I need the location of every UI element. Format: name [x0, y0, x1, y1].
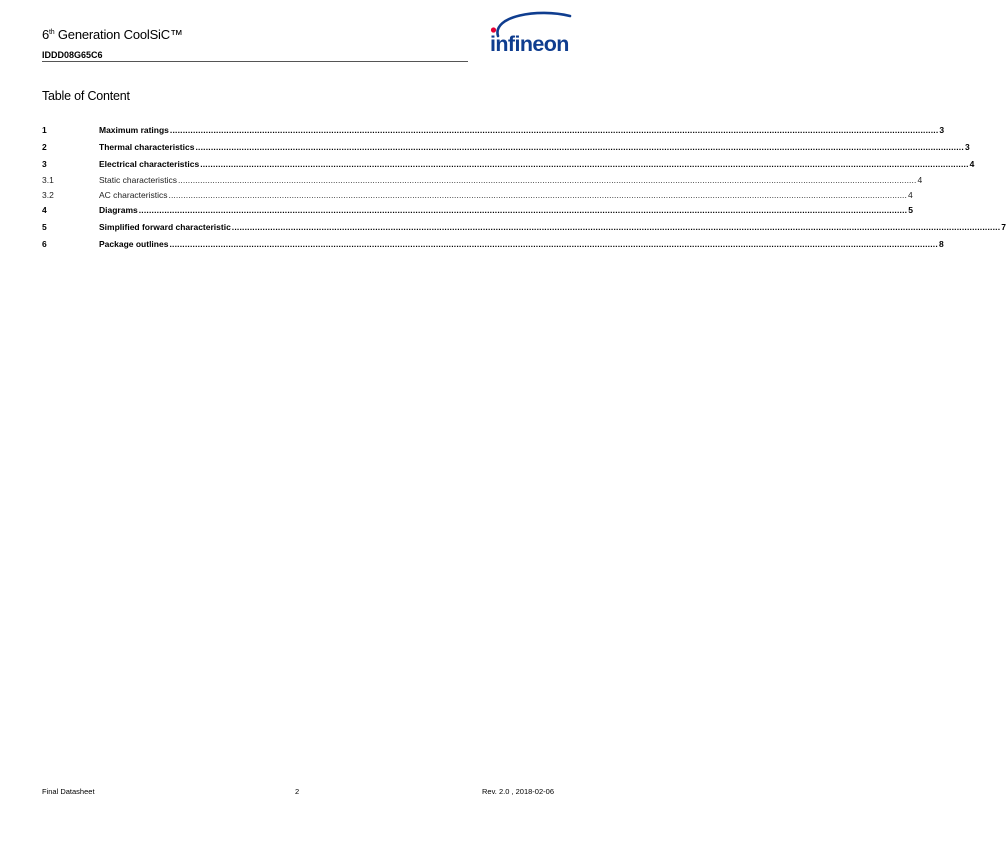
footer-revision: Rev. 2.0 , 2018-02-06	[482, 787, 554, 796]
toc-dot-leader: ............................................................................................................................................................................................................................................................................................................	[169, 238, 938, 249]
toc-entry-page[interactable]: 3	[964, 141, 970, 152]
toc-entry[interactable]	[42, 158, 975, 176]
toc-heading: Table of Content	[42, 89, 130, 103]
toc-entry-title[interactable]: Simplified forward characteristic	[99, 221, 231, 232]
toc-dot-leader: ............................................................................................................................................................................................................................................................................................................	[195, 141, 964, 152]
footer-page-number: 2	[295, 787, 300, 796]
toc-entry-title[interactable]: Package outlines	[99, 238, 169, 249]
toc-entry[interactable]	[42, 125, 945, 142]
document-title: 6th Generation CoolSiC™	[42, 27, 183, 42]
toc-entry-number: 3.2	[42, 190, 54, 201]
toc-dot-leader: ............................................................................................................................................................................................................................................................................................................	[200, 158, 969, 169]
part-number: IDDD08G65C6	[42, 50, 103, 60]
toc-entry-title[interactable]: Maximum ratings	[99, 125, 169, 135]
toc-entry-page[interactable]: 7	[1001, 221, 1006, 232]
toc-entry-number: 4	[42, 204, 47, 215]
infineon-logo	[476, 10, 586, 62]
toc-dot-leader: ............................................................................................................................................................................................................................................................................................................	[177, 175, 917, 186]
toc-entry-page[interactable]: 4	[969, 158, 975, 169]
toc-entry-title[interactable]: Diagrams	[99, 204, 138, 215]
toc-entry-number: 5	[42, 221, 47, 232]
toc-entry[interactable]	[42, 190, 913, 205]
footer-doc-type: Final Datasheet	[42, 787, 95, 796]
toc-dot-leader: ............................................................................................................................................................................................................................................................................................................	[138, 204, 908, 215]
toc-entry-page[interactable]: 8	[938, 238, 944, 249]
toc-entry-title[interactable]: Static characteristics	[99, 175, 177, 186]
toc-entry-page[interactable]: 3	[939, 125, 945, 135]
toc-entry-page[interactable]: 4	[917, 175, 923, 186]
table-of-contents	[42, 125, 1006, 255]
title-superscript: th	[49, 29, 55, 36]
logo-wordmark: infineon	[490, 32, 569, 56]
toc-entry[interactable]	[42, 221, 1006, 239]
toc-entry[interactable]	[42, 238, 944, 256]
toc-dot-leader: ............................................................................................................................................................................................................................................................................................................	[169, 125, 939, 135]
toc-dot-leader: ............................................................................................................................................................................................................................................................................................................	[168, 190, 907, 201]
toc-entry-number: 3.1	[42, 175, 54, 186]
toc-dot-leader: ............................................................................................................................................................................................................................................................................................................	[231, 221, 1001, 232]
toc-entry-page[interactable]: 5	[908, 204, 913, 215]
toc-entry[interactable]	[42, 141, 970, 159]
toc-entry-title[interactable]: AC characteristics	[99, 190, 168, 201]
toc-entry-title[interactable]: Thermal characteristics	[99, 141, 195, 152]
toc-entry[interactable]	[42, 175, 923, 190]
toc-entry-number: 1	[42, 125, 47, 135]
toc-entry-number: 6	[42, 238, 47, 249]
header-divider	[42, 61, 468, 62]
page-footer	[42, 787, 554, 799]
toc-entry-title[interactable]: Electrical characteristics	[99, 158, 200, 169]
toc-entry-page[interactable]: 4	[907, 190, 913, 201]
toc-entry-number: 2	[42, 141, 47, 152]
toc-entry-number: 3	[42, 158, 47, 169]
toc-entry[interactable]	[42, 204, 913, 222]
